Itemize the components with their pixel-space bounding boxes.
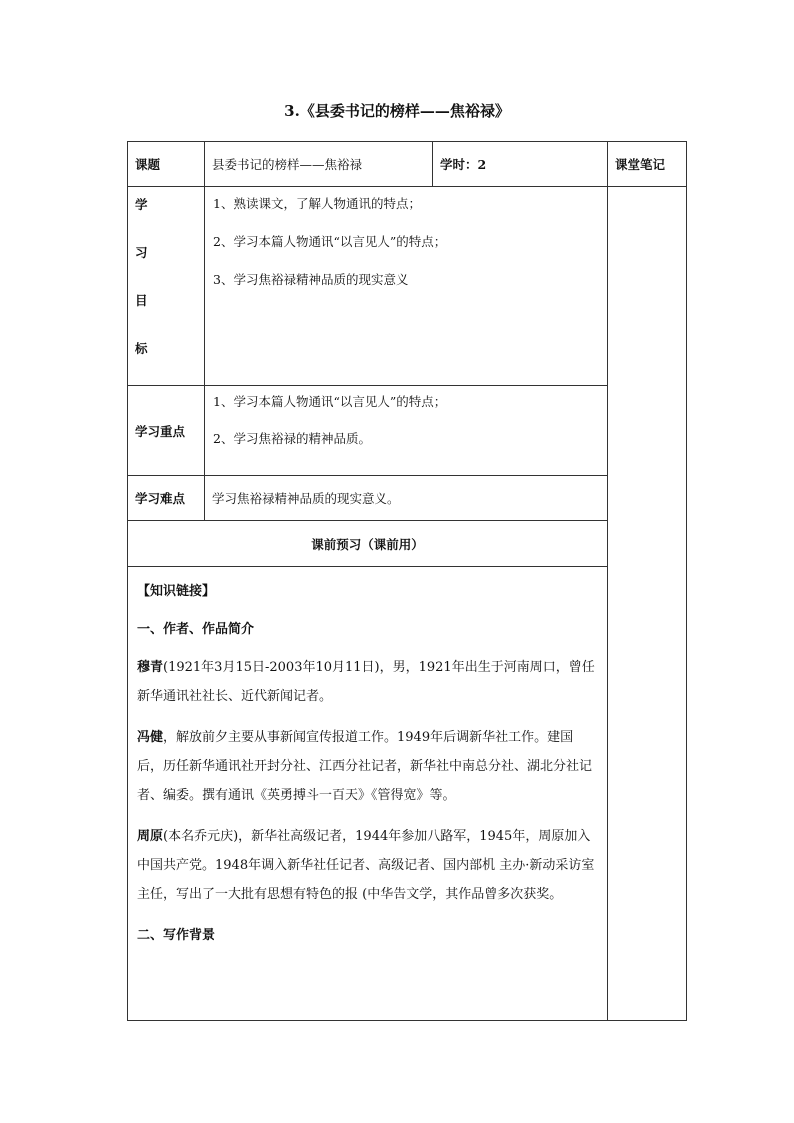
knowledge-link-heading: 【知识链接】 (137, 584, 216, 599)
key-point-item: 1、学习本篇人物通讯“以言见人”的特点； (213, 394, 447, 409)
key-points-label-cell (128, 386, 205, 476)
difficulties-label-cell (128, 476, 205, 521)
preview-header: 课前预习（课前用） (311, 536, 424, 552)
document-title: 3.《县委书记的榜样——焦裕禄》 (284, 102, 510, 120)
topic-label-cell (128, 142, 205, 187)
goals-label (135, 193, 204, 385)
goal-item: 2、学习本篇人物通讯“以言见人”的特点； (213, 233, 447, 249)
author-name: 穆青 (137, 660, 164, 675)
goal-item: 1、熟读课文，了解人物通讯的特点； (213, 196, 421, 211)
goals-label-char: 学 (135, 197, 148, 212)
notes-header-cell (608, 142, 687, 187)
difficulties-content-cell (205, 476, 608, 521)
author-bio: ，解放前夕主要从事新闻宣传报道工作。1949年后调新华社工作。建国后，历任新华通讯社开封分社、江西分社记者，新华社中南总分社、湖北分社记者、编委。撰有通讯《英勇搏斗一百天》《管得宽》等。 (137, 730, 593, 803)
topic-label: 课题 (135, 157, 161, 172)
topic-value-cell (205, 142, 433, 187)
key-points-label: 学习重点 (135, 423, 186, 439)
key-point-item: 2、学习焦裕禄的精神品质。 (213, 430, 371, 446)
goal-item: 3、学习焦裕禄精神品质的现实意义 (213, 271, 409, 287)
topic-value: 县委书记的榜样——焦裕禄 (212, 157, 363, 172)
goals-label-char: 标 (135, 341, 148, 356)
key-points-content-cell (205, 386, 608, 476)
author-bio: (本名乔元庆)，新华社高级记者，1944年参加八路军，1945年，周原加入中国共产党。1948年调入新华社任记者、高级记者、国内部机 主办·新动采访室主任，写出了一大批有思想有特色的报 (中华告文学，其作品曾多次获奖。 (137, 829, 595, 902)
author-bio: (1921年3月15日-2003年10月11日)，男，1921年出生于河南周口，曾任新华通讯社社长、近代新闻记者。 (137, 660, 595, 704)
background-heading: 二、写作背景 (137, 928, 216, 943)
notes-column (608, 187, 687, 1021)
goals-content-cell (205, 187, 608, 386)
goals-label-char: 习 (135, 245, 148, 260)
hours-cell (433, 142, 608, 187)
author-paragraph (137, 723, 598, 810)
author-intro-heading: 一、作者、作品简介 (137, 622, 255, 637)
notes-label: 课堂笔记 (615, 157, 666, 172)
goals-label-cell (128, 187, 205, 386)
hours-value: 学时：2 (440, 157, 487, 172)
preview-content-cell (128, 567, 608, 1021)
goals-label-char: 目 (135, 293, 148, 308)
author-name: 冯健 (137, 730, 164, 745)
lesson-plan-table (127, 141, 687, 1021)
preview-header-cell (128, 521, 608, 567)
author-name: 周原 (137, 829, 164, 844)
difficulties-label: 学习难点 (135, 491, 186, 506)
author-paragraph (137, 822, 598, 909)
author-paragraph (137, 653, 598, 711)
difficulties-text: 学习焦裕禄精神品质的现实意义。 (212, 491, 400, 506)
